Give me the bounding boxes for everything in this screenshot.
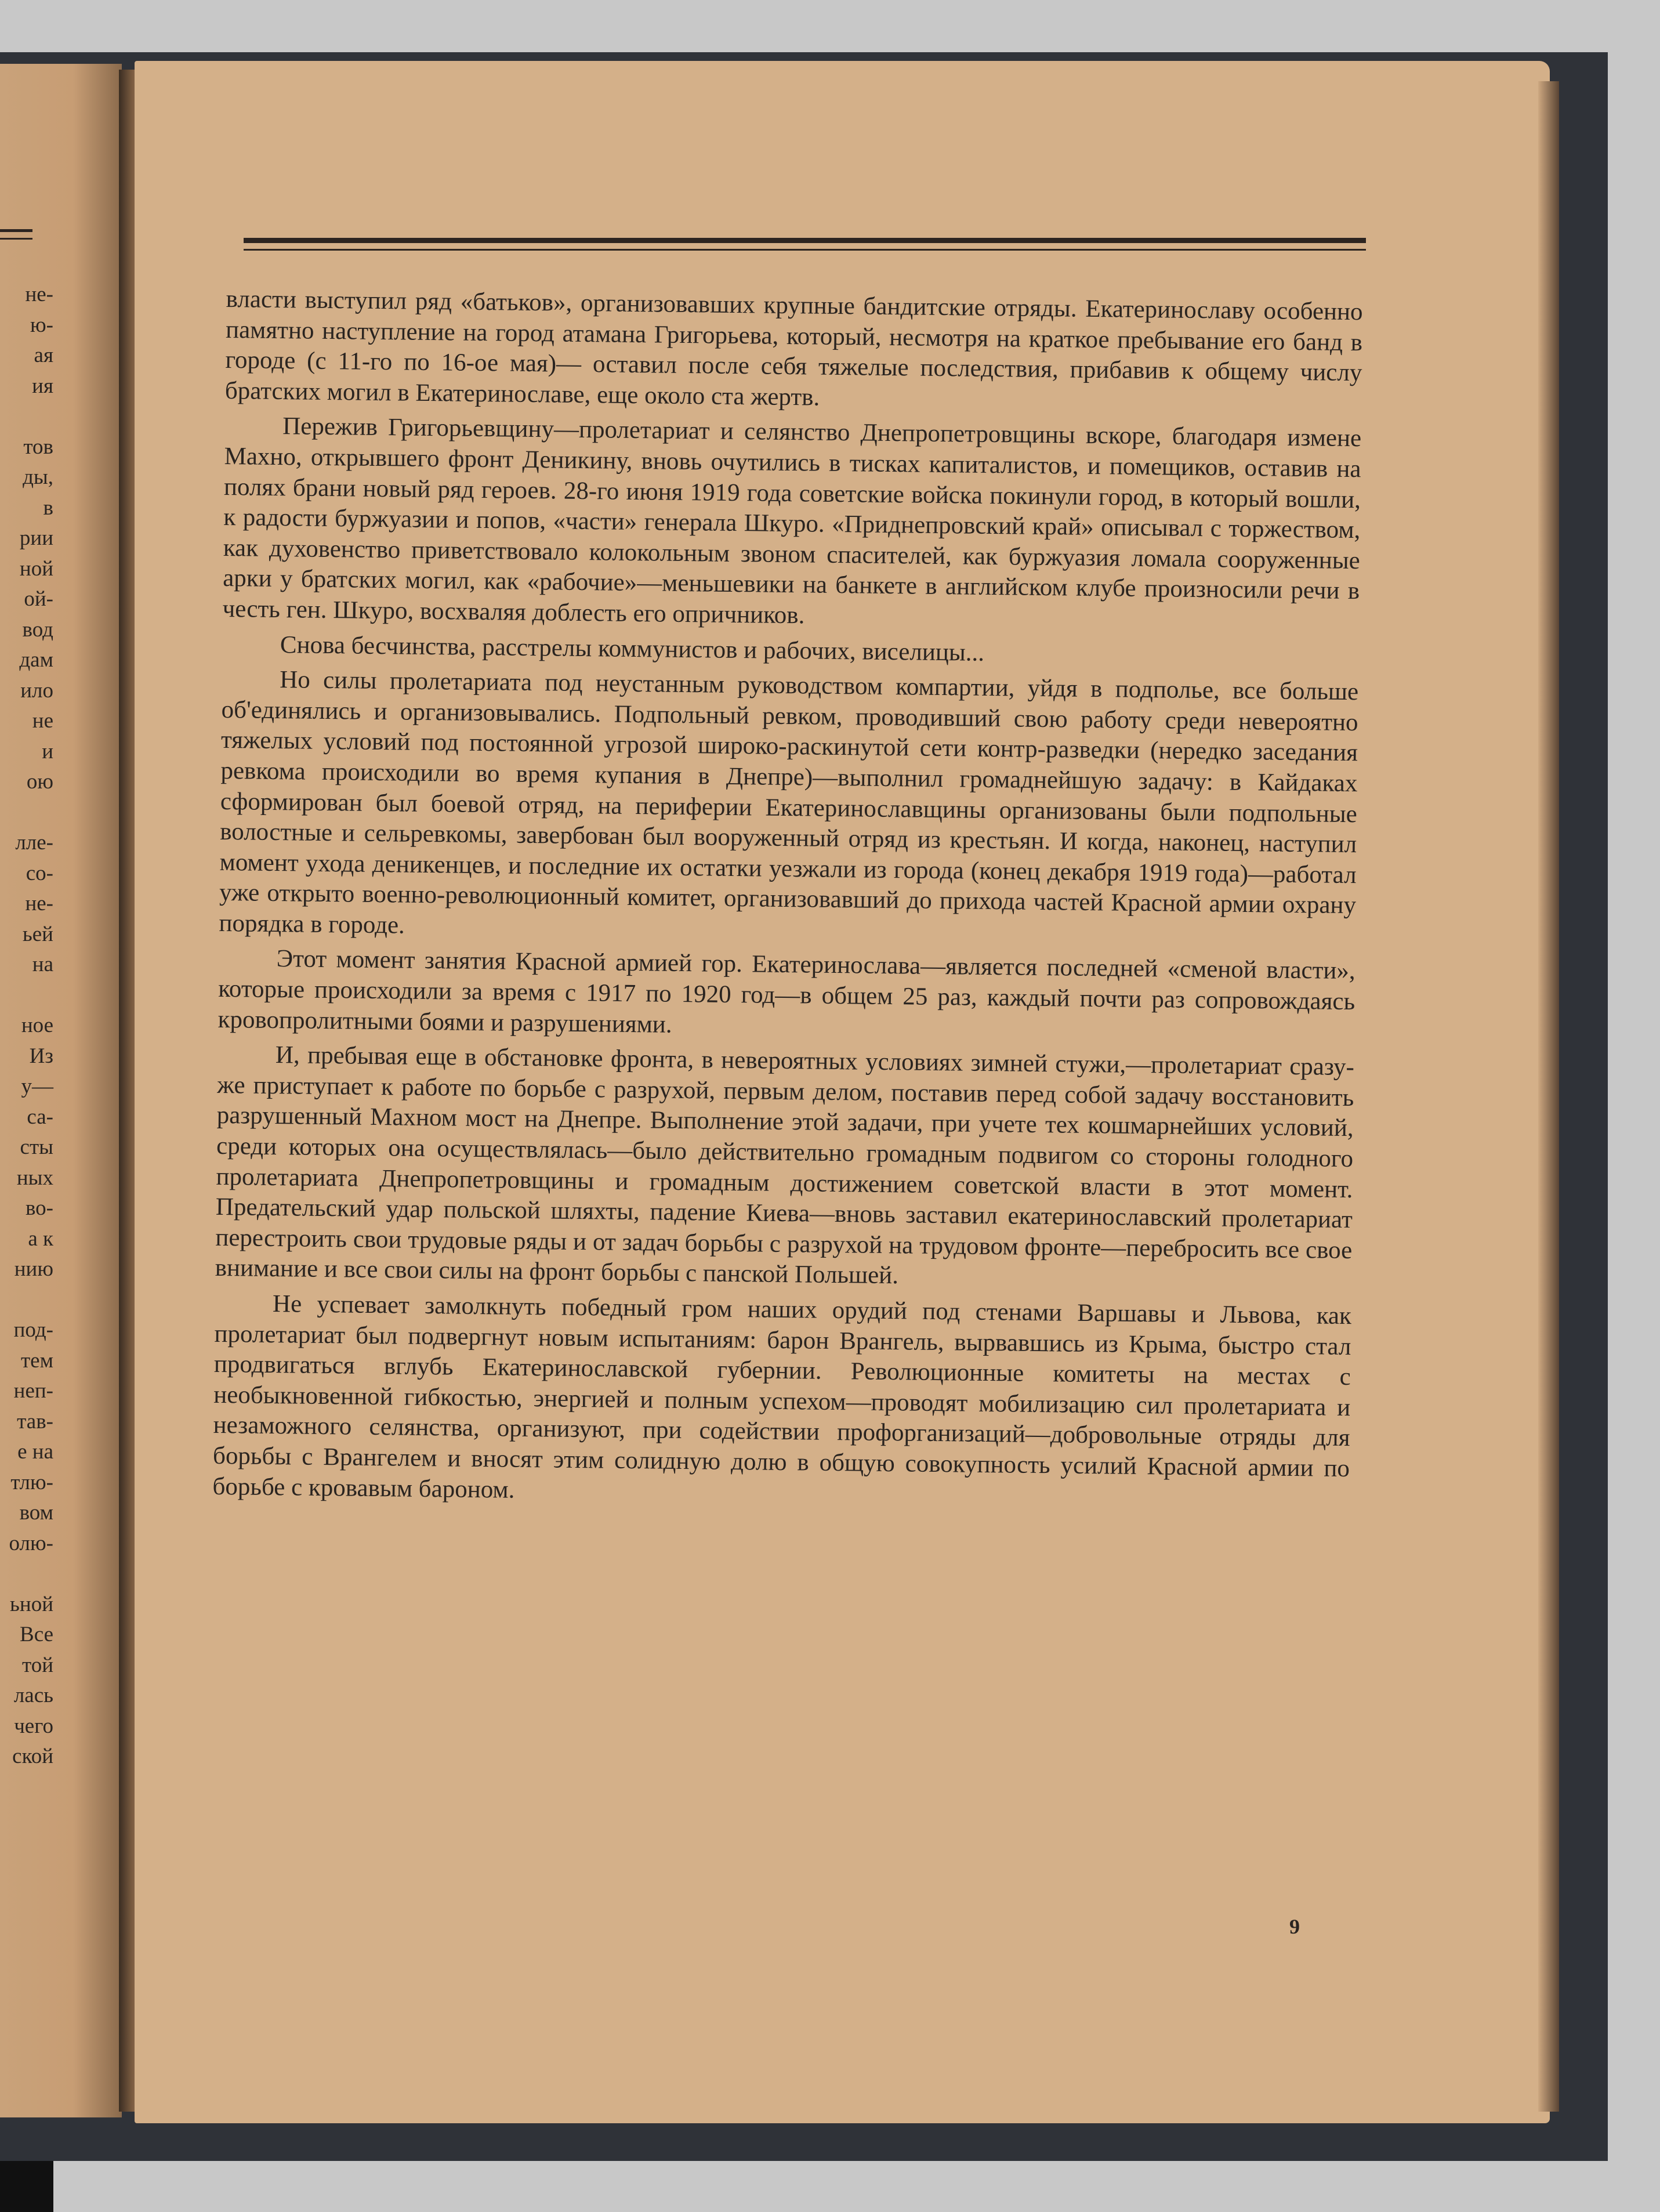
left-page-line-fragment: ия	[32, 374, 53, 398]
paragraph: власти выступил ряд «батьков», организовавших крупные бандитские отряды. Екатеринославу особенно памятно наступление на город атамана Григорьева, который, несмотря на краткое пребывание его банд в городе (с 11-го по 16-ое мая)— оставил после себя тяжелые последствия, прибавив к общему числу братских могил в Екатеринославе, еще около ста жертв.	[224, 285, 1363, 411]
paragraph: Этот момент занятия Красной армией гор. Екатеринослава—является последней «сменой власти», которые происходили за время с 1917 по 1920 год—в общем 25 раз, каждый почти раз сопровождаясь кровопролитными боями и разрушениями.	[218, 945, 1355, 1038]
left-page-line-fragment: во-	[25, 1196, 53, 1220]
left-page-line-fragment: под-	[13, 1318, 53, 1342]
left-page-line-fragment: олю-	[9, 1531, 53, 1555]
left-page-line-fragment: и	[42, 739, 53, 763]
left-page-line-fragment: е на	[17, 1440, 53, 1464]
left-page-line-fragment: ды,	[23, 465, 53, 489]
left-page-line-fragment: рии	[19, 526, 53, 550]
paragraph: Пережив Григорьевщину—пролетариат и селянство Днепропетровщины вскоре, благодаря измене Махно, открывшего фронт Деникину, вновь очутились в тисках капиталистов, и помещиков, оставив на полях брани новый ряд героев. 28-го июня 1919 года советские войска покинули город, в который вошли, к радости буржуазии и попов, «части» генерала Шкуро. «Приднепровский край» описывал с торжеством, как духовенство приветствовало колокольным звоном спасителей, как буржуазия ломала сооруженные арки у братских могил, как «рабочие»—меньшевики на банкете в английском клубе произносили речи в честь ген. Шкуро, восхваляя доблесть его опричников.	[222, 412, 1362, 629]
left-page-line-fragment: а к	[28, 1226, 53, 1251]
left-page-line-fragment: ою	[26, 770, 53, 794]
left-page-line-fragment: ило	[20, 678, 53, 703]
left-page-line-fragment: неп-	[13, 1379, 53, 1403]
left-page-line-fragment: тав-	[17, 1409, 53, 1433]
left-page-rule	[0, 229, 32, 232]
left-page-line-fragment: ской	[12, 1744, 53, 1768]
left-page-line-fragment: со-	[26, 861, 53, 885]
left-page-rule	[0, 238, 32, 240]
left-page-line-fragment: лась	[13, 1684, 53, 1707]
left-page-line-fragment: в	[43, 495, 53, 520]
left-page-line-fragment	[0, 980, 53, 1011]
left-page-line-fragment	[0, 1285, 53, 1316]
header-rule	[244, 238, 1366, 251]
scan-corner-strip	[0, 2161, 53, 2212]
left-page-line-fragment	[0, 1559, 53, 1590]
left-page-line-fragment: ьей	[22, 922, 53, 946]
left-page-line-fragment: ой-	[24, 587, 53, 611]
left-page-line-fragment: лле-	[15, 831, 53, 855]
left-page-line-fragment	[0, 798, 53, 828]
left-page-line-fragment: тов	[23, 435, 53, 459]
paragraph: Но силы пролетариата под неустанным руководством компартии, уйдя в подполье, все больше об'единялись и организовывались. Подпольный ревком, проводивший свою работу среди невероятно тяжелых условий под постоянной угрозой широко-раскинутой сети контр-разведки (нередко заседания ревкома происходили во время купания в Днепре)—выполнил громаднейшую задачу: в Кайдаках сформирован был боевой отряд, на периферии Екатеринославщины организованы были подпольные волостные и сельревкомы, завербован был вооруженный отряд из крестьян. И когда, наконец, наступил момент ухода деникенцев, и последние их остатки уезжали из города (конец декабря 1919 года)—работал уже открыто военно-революционный комитет, организовавший до прихода частей Красной армии охрану порядка в городе.	[219, 666, 1359, 939]
left-page-line-fragment: ю-	[30, 313, 53, 337]
paragraph: Снова бесчинства, расстрелы коммунистов и рабочих, виселицы...	[280, 631, 985, 667]
left-page-line-fragment: сты	[20, 1135, 53, 1159]
left-page-line-fragment: Из	[29, 1044, 53, 1068]
left-page-line-fragment: ной	[19, 556, 53, 581]
left-page-line-fragment: нию	[14, 1257, 53, 1281]
left-page-line-fragment: ное	[21, 1013, 53, 1037]
paragraph: И, пребывая еще в обстановке фронта, в невероятных условиях зимней стужи,—пролетариат сразу-же приступает к работе по борьбе с разрухой, первым делом, поставив перед собой задачу восстановить разрушенный Махном мост на Днепре. Выполнение этой задачи, при учете тех кошмарнейших условий, среди которых она осуществлялась—было действительно громадным подвигом со стороны голодного пролетариата Днепропетровщины и громадным достижением советской власти в этот момент. Предательский удар польской шляхты, падение Киева—вновь заставил екатеринославский пролетариат перестроить свои трудовые ряды и от задач борьбы с разрухой на трудовом фронте—перебросить все свое внимание и все свои силы на фронт борьбы с панской Польшей.	[215, 1041, 1355, 1290]
left-page-line-fragment: вод	[22, 617, 53, 642]
left-page-line-fragment: Все	[20, 1623, 53, 1646]
left-page-line-fragment: тем	[20, 1348, 53, 1373]
left-page-line-fragment: на	[32, 953, 53, 976]
left-page-line-fragment: не	[32, 709, 53, 733]
left-page-line-fragment: не-	[25, 283, 53, 306]
page-number: 9	[1289, 1915, 1300, 1938]
left-page-line-fragment: той	[22, 1653, 53, 1677]
left-page-line-fragment: ая	[34, 343, 53, 367]
paragraph: Не успевает замолкнуть победный гром наших орудий под стенами Варшавы и Львова, как пролетариат был подвергнут новым испытаниям: барон Врангель, вырвавшись из Крыма, быстро стал продвигаться вглубь Екатеринославской губернии. Революционные комитеты на местах с необыкновенной гибкостью, энергией и полным успехом—проводят мобилизацию сил пролетариата и незаможного селянства, организуют, при содействии профорганизаций—добровольные отряды для борьбы с Врангелем и вносят этим солидную долю в общую совокупность усилий Красной армии по борьбе с кровавым бароном.	[212, 1290, 1352, 1504]
left-page-line-fragment	[0, 401, 53, 432]
left-page-line-fragment: чего	[14, 1714, 53, 1738]
left-page-line-fragment: ных	[16, 1165, 53, 1190]
left-page-line-fragment: тлю-	[10, 1470, 53, 1494]
left-page-line-fragment: не-	[25, 892, 53, 915]
left-page-line-fragment: са-	[27, 1105, 53, 1129]
page-edge-shadow	[1538, 81, 1559, 2112]
left-page-line-fragment: вом	[19, 1501, 53, 1525]
left-page-line-fragment: дам	[19, 648, 53, 672]
page-body-text	[212, 284, 1363, 1519]
left-page-text-fragments	[0, 280, 53, 1772]
left-page-line-fragment: у—	[21, 1074, 53, 1098]
left-page-line-fragment: ьной	[10, 1592, 53, 1616]
left-page	[0, 64, 122, 2117]
